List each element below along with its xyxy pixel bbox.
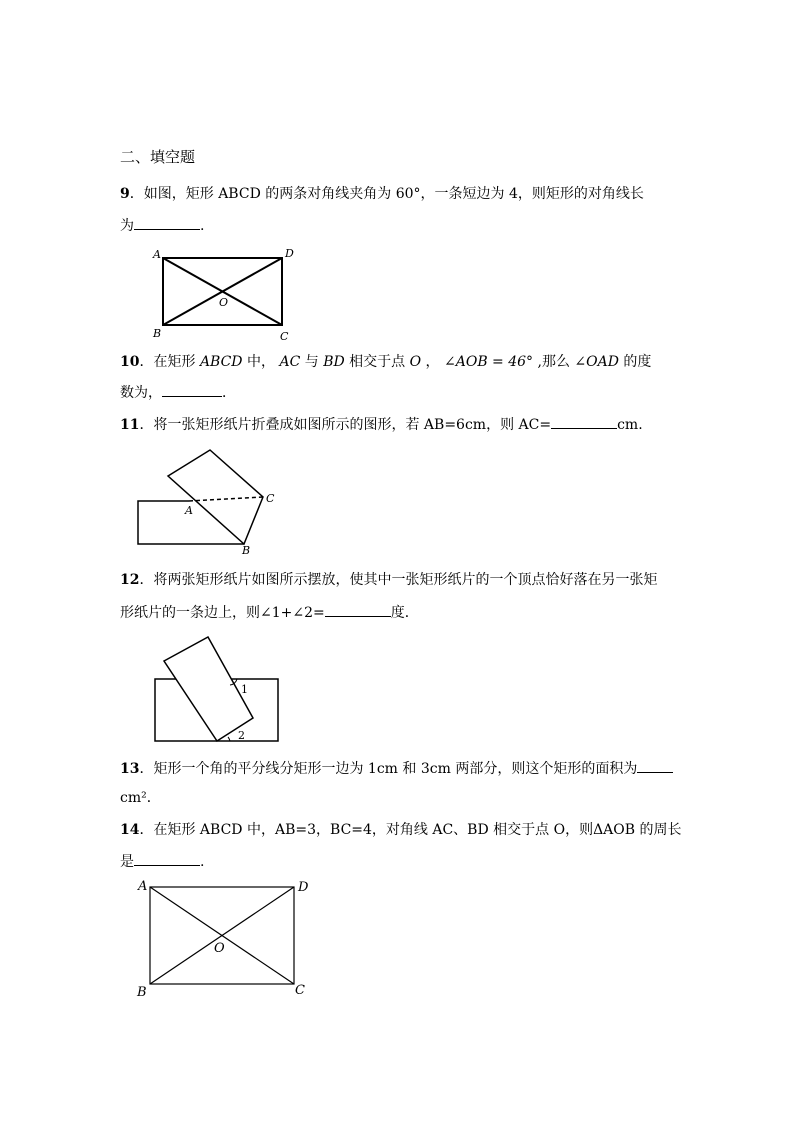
q12-line1 — [120, 570, 657, 590]
q13-line2: cm²． — [120, 790, 161, 806]
q11-unit: cm. — [617, 417, 643, 433]
q9-number: 9 — [120, 186, 130, 202]
q9-line1 — [120, 184, 644, 204]
q12-two-rectangles-diagram — [150, 630, 290, 750]
q10-line1 — [120, 352, 651, 372]
q9-label-d: D — [285, 247, 294, 260]
q14-line2-prefix: 是 — [120, 854, 134, 870]
q10-math-o: O — [409, 354, 422, 370]
q11-label-c: C — [266, 492, 275, 505]
q11-folded-rectangle-diagram — [130, 446, 290, 561]
q9-line2-prefix: 为 — [120, 218, 134, 234]
q10-answer-blank[interactable] — [162, 382, 222, 397]
q11-label-a: A — [185, 504, 193, 517]
q12-line2-prefix: 形纸片的一条边上，则∠1+∠2= — [120, 605, 325, 621]
q11-text: ．将一张矩形纸片折叠成如图所示的图形，若 AB=6cm，则 AC= — [139, 417, 552, 433]
q10-text-3: 与 — [300, 354, 324, 370]
q9-answer-blank[interactable] — [134, 215, 200, 230]
q11-label-b: B — [242, 544, 251, 557]
q14-number: 14 — [120, 822, 140, 838]
q10-line2-prefix: 数为， — [120, 385, 162, 401]
q13-line1 — [120, 758, 673, 779]
q11-answer-blank[interactable] — [551, 414, 617, 429]
section-title: 二、填空题 — [120, 148, 196, 166]
q14-label-c: C — [295, 983, 305, 998]
q10-math-ac: AC — [279, 354, 301, 370]
q14-line1 — [120, 820, 682, 840]
q14-label-o: O — [214, 941, 225, 956]
q12-number: 12 — [120, 572, 140, 588]
q14-label-b: B — [137, 985, 147, 1000]
q14-label-d: D — [298, 880, 309, 895]
q9-text: ．如图，矩形 ABCD 的两条对角线夹角为 60°，一条短边为 4，则矩形的对角线长 — [129, 186, 644, 202]
q9-line2 — [120, 215, 204, 236]
q12-text: ．将两张矩形纸片如图所示摆放，使其中一张矩形纸片的一个顶点恰好落在另一张矩 — [139, 572, 658, 588]
q10-text-2: 中， — [242, 354, 280, 370]
q10-line2 — [120, 382, 236, 403]
q10-line2-suffix: ． — [222, 385, 236, 401]
q14-text: ．在矩形 ABCD 中，AB=3，BC=4，对角线 AC、BD 相交于点 O，则ΔAOB 的周长 — [139, 822, 682, 838]
q11-line1 — [120, 414, 643, 435]
q14-answer-blank[interactable] — [134, 851, 200, 866]
q10-number: 10 — [120, 354, 140, 370]
q14-line2 — [120, 851, 204, 872]
q14-label-a: A — [138, 879, 148, 894]
q12-angle-1-label: 1 — [241, 683, 248, 696]
q11-number: 11 — [120, 417, 140, 433]
q10-text-4: 相交于点 — [344, 354, 410, 370]
q10-math-bd: BD — [323, 354, 345, 370]
q13-answer-blank[interactable] — [637, 758, 673, 773]
q14-rectangle-diagram — [132, 876, 322, 1006]
q10-text-5: ， — [421, 354, 444, 370]
q12-angle-2-label: 2 — [238, 729, 245, 742]
q12-line2-suffix: 度． — [390, 605, 419, 621]
q10-text-7: 的度 — [618, 354, 652, 370]
q14-line2-suffix: . — [200, 854, 205, 870]
q10-math-abcd: ABCD — [199, 354, 243, 370]
q10-text-1: ．在矩形 — [139, 354, 200, 370]
q9-label-a: A — [153, 248, 161, 261]
q12-line2 — [120, 602, 419, 623]
q13-number: 13 — [120, 761, 140, 777]
q10-math-angle-aob: ∠AOB = 46° — [444, 354, 534, 370]
q9-label-c: C — [280, 330, 289, 343]
q9-label-b: B — [153, 327, 162, 340]
q9-line2-suffix: . — [200, 218, 205, 234]
q12-answer-blank[interactable] — [325, 602, 391, 617]
q10-math-angle-oad: ∠OAD — [574, 354, 619, 370]
q9-rectangle-diagram — [150, 246, 300, 346]
q13-text: ．矩形一个角的平分线分矩形一边为 1cm 和 3cm 两部分，则这个矩形的面积为 — [139, 761, 638, 777]
q9-label-o: O — [219, 296, 229, 309]
q10-text-6: ,那么 — [533, 354, 575, 370]
